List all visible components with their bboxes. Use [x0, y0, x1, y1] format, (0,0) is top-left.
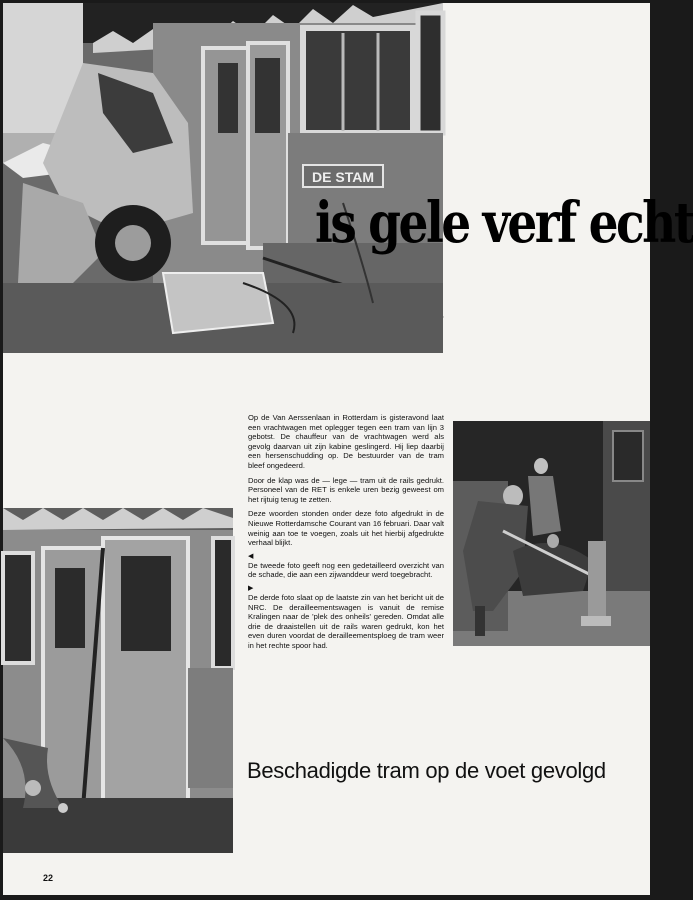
crash-photo	[3, 3, 443, 353]
rerailing-photo	[453, 421, 650, 646]
article-paragraph-5: De derde foto slaat op de laatste zin van het bericht uit de NRC. De derailleementswagen is vanuit de remise Kralingen naar de 'plek des onheils' gereden. Omdat alle drie de draaistellen uit de rails waren gedrukt, kon het even duren voordat de derailleementsploeg de tram weer in het rechte spoor had.	[248, 592, 444, 650]
headline: is gele verf echt	[315, 190, 693, 256]
article-paragraph-1: Op de Van Aerssenlaan in Rotterdam is gisteravond laat een vrachtwagen met oplegger tegen een tram van lijn 3 gebotst. De chauffeur van de vrachtwagen werd als gevolg daarvan uit zijn kabine geslingerd. Hij liep daarbij een hersenschudding op. De bestuurder van de tram bleef ongedeerd.	[248, 413, 444, 470]
article-paragraph-4: De tweede foto geeft nog een gedetailleerd overzicht van de schade, die aan een zijwanddeur werd toegebracht.	[248, 560, 444, 580]
subtitle: Beschadigde tram op de voet gevolgd	[247, 758, 606, 783]
tram-sign-text: DE STAM	[312, 169, 374, 185]
page-number: 22	[43, 873, 54, 883]
arrow-left-icon: ◀	[248, 552, 254, 560]
article-paragraph-3: Deze woorden stonden onder deze foto afgedrukt in de Nieuwe Rotterdamsche Courant van 16 februari. Daar valt weinig aan toe te voegen, zoals uit het hierbij afgedrukte verhaal blijkt.	[248, 509, 444, 548]
magazine-page	[3, 3, 693, 895]
arrow-right-icon: ▶	[248, 584, 254, 592]
article-paragraph-2: Door de klap was de — lege — tram uit de rails gedrukt. Personeel van de RET is enkele uren bezig geweest om het rijtuig terug te zetten.	[248, 475, 444, 504]
article-text	[248, 413, 444, 655]
damaged-door-photo	[3, 508, 233, 853]
